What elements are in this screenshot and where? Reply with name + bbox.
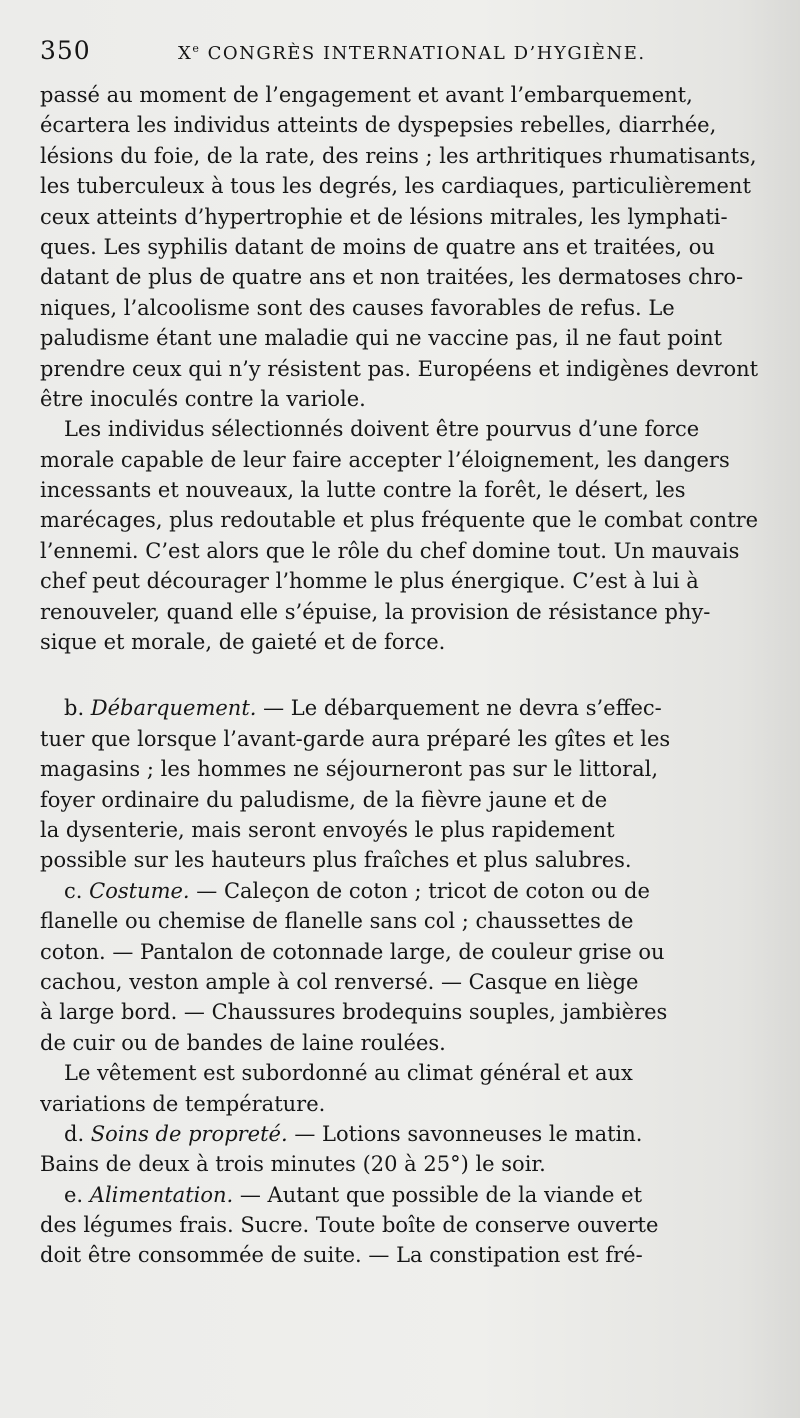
text-line: foyer ordinaire du paludisme, de la fièvre jaune et de	[40, 787, 608, 812]
text-line: Bains de deux à trois minutes (20 à 25°) le soir.	[40, 1152, 546, 1177]
text-line: magasins ; les hommes ne séjourneront pas sur le littoral,	[40, 757, 659, 782]
running-head-ordinal: X	[178, 43, 193, 64]
section-costume	[40, 876, 760, 1058]
text-line: morale capable de leur faire accepter l’éloignement, les dangers	[40, 447, 730, 472]
text-line: lésions du foie, de la rate, des reins ; les arthritiques rhumatisants,	[40, 143, 757, 168]
text-line: niques, l’alcoolisme sont des causes favorables de refus. Le	[40, 295, 675, 320]
section-title: Soins de propreté.	[90, 1121, 288, 1146]
text-line: passé au moment de l’engagement et avant l’embarquement,	[40, 83, 693, 107]
text-line: Les individus sélectionnés doivent être pourvus d’une force	[64, 417, 700, 442]
paragraph-1	[40, 80, 760, 414]
text-line: écartera les individus atteints de dyspepsies rebelles, diarrhée,	[40, 113, 717, 138]
text-line: des légumes frais. Sucre. Toute boîte de conserve ouverte	[40, 1213, 659, 1238]
text-line: à large bord. — Chaussures brodequins souples, jambières	[40, 1000, 668, 1025]
section-text: — Lotions savonneuses le matin.	[287, 1121, 643, 1146]
section-label: c.	[64, 878, 90, 903]
text-line: chef peut décourager l’homme le plus énergique. C’est à lui à	[40, 569, 699, 594]
text-line: datant de plus de quatre ans et non traitées, les dermatoses chro-	[40, 265, 744, 290]
text-line: la dysenterie, mais seront envoyés le plus rapidement	[40, 817, 615, 842]
text-line: sique et morale, de gaieté et de force.	[40, 630, 446, 655]
section-heading-line	[40, 1180, 760, 1210]
text-line: prendre ceux qui n’y résistent pas. Européens et indigènes devront	[40, 356, 759, 381]
section-debarquement	[40, 693, 760, 875]
text-line: tuer que lorsque l’avant-garde aura préparé les gîtes et les	[40, 726, 671, 751]
section-heading-line	[40, 876, 760, 906]
section-label: e.	[64, 1182, 90, 1207]
text-line: cachou, veston ample à col renversé. — Casque en liège	[40, 969, 639, 994]
section-heading-line	[40, 693, 760, 723]
text-line: incessants et nouveaux, la lutte contre la forêt, le désert, les	[40, 478, 686, 503]
running-head-title: CONGRÈS INTERNATIONAL D’HYGIÈNE.	[200, 43, 646, 64]
page-number: 350	[40, 36, 91, 65]
section-title: Débarquement.	[90, 696, 257, 721]
section-text: — Autant que possible de la viande et	[233, 1182, 643, 1207]
section-heading-line	[40, 1119, 760, 1149]
body-text	[40, 80, 760, 1271]
text-line: marécages, plus redoutable et plus fréquente que le combat contre	[40, 508, 759, 533]
paragraph-costume-note	[40, 1058, 760, 1119]
section-alimentation	[40, 1180, 760, 1271]
section-title: Costume.	[89, 878, 190, 903]
text-line: variations de température.	[40, 1091, 326, 1116]
section-label: b.	[64, 696, 91, 721]
text-line: les tuberculeux à tous les degrés, les cardiaques, particulièrement	[40, 174, 751, 199]
text-line: être inoculés contre la variole.	[40, 386, 366, 411]
text-line: renouveler, quand elle s’épuise, la provision de résistance phy-	[40, 599, 711, 624]
text-line: l’ennemi. C’est alors que le rôle du chef domine tout. Un mauvais	[40, 538, 740, 563]
section-soins-de-proprete	[40, 1119, 760, 1180]
section-text: — Caleçon de coton ; tricot de coton ou de	[189, 878, 650, 903]
running-head	[178, 42, 646, 64]
text-line: paludisme étant une maladie qui ne vaccine pas, il ne faut point	[40, 326, 723, 351]
text-line: ceux atteints d’hypertrophie et de lésions mitrales, les lymphati-	[40, 204, 728, 229]
text-line: de cuir ou de bandes de laine roulées.	[40, 1030, 446, 1055]
section-title: Alimentation.	[89, 1182, 234, 1207]
section-text: — Le débarquement ne devra s’effec-	[256, 696, 662, 721]
text-line: Le vêtement est subordonné au climat général et aux	[64, 1061, 633, 1086]
text-line: flanelle ou chemise de flanelle sans col ; chaussettes de	[40, 909, 634, 934]
text-line: possible sur les hauteurs plus fraîches et plus salubres.	[40, 848, 632, 873]
text-line: coton. — Pantalon de cotonnade large, de couleur grise ou	[40, 939, 665, 964]
text-line: ques. Les syphilis datant de moins de quatre ans et traitées, ou	[40, 234, 715, 259]
page-header	[40, 34, 760, 74]
running-head-ordinal-sup: e	[192, 42, 201, 55]
section-label: d.	[64, 1121, 91, 1146]
text-line: doit être consommée de suite. — La constipation est fré-	[40, 1243, 643, 1268]
paragraph-2	[40, 414, 760, 657]
